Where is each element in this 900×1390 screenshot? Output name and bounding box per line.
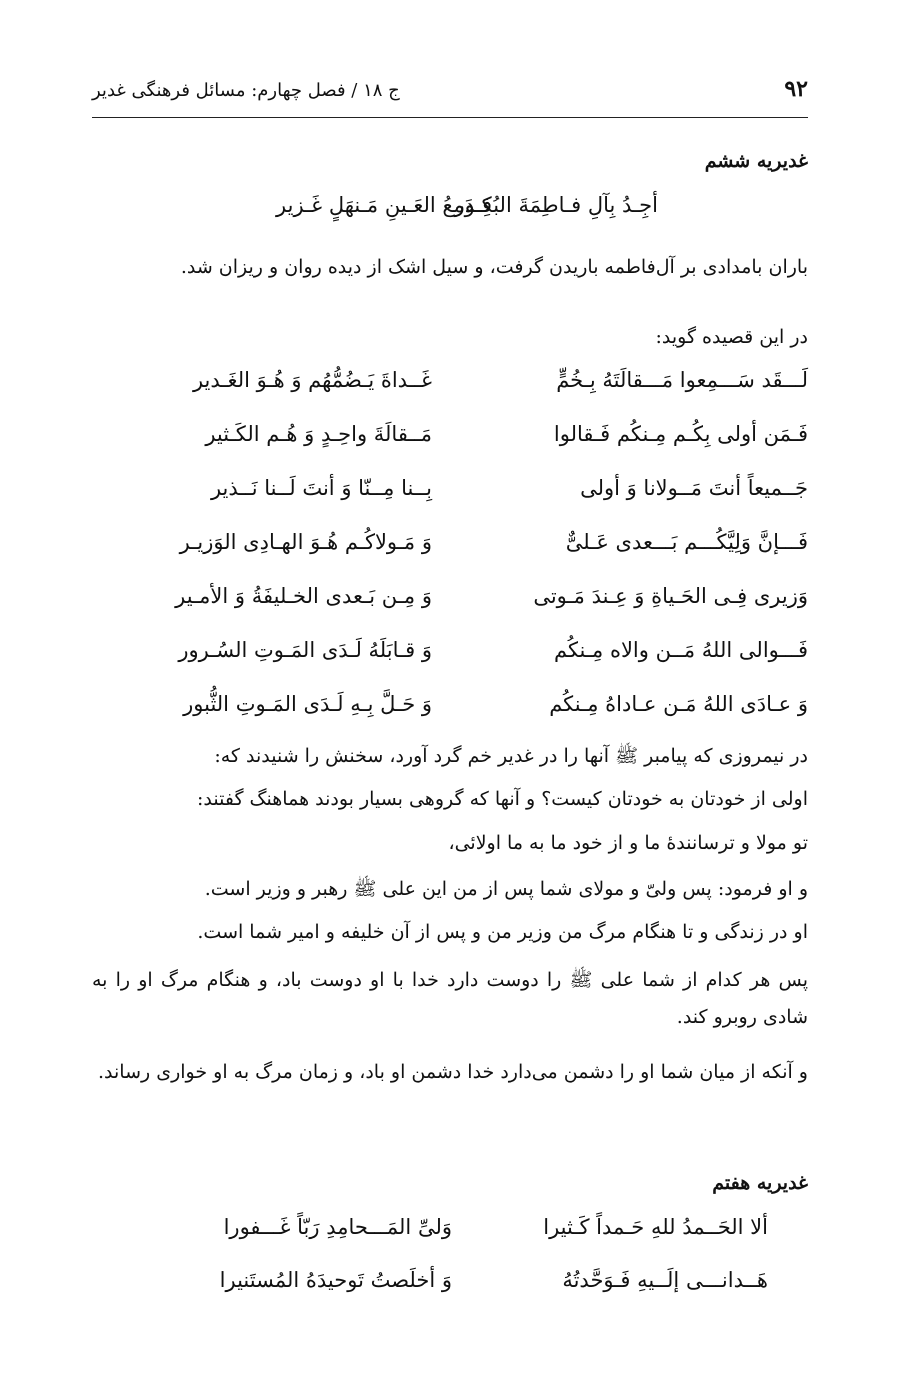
verse-hemistich-second: وَلیِّ المَـــحامِدِ رَبّاً غَـــفورا [223, 1215, 452, 1239]
prose-line: اولی از خودتان به خودتان کیست؟ و آنها که گروهی بسیار بودند هماهنگ گفتند: [197, 788, 808, 810]
verse-couplet [92, 638, 808, 678]
section-title: غدیریه ششم [704, 150, 808, 172]
prose-line: در نیمروزی که پیامبر ﷺ آنها را در غدیر خم گرد آورد، سخنش را شنیدند که: [214, 745, 808, 767]
verse-couplet [92, 530, 808, 570]
verse-hemistich-second: فِـدَمعُ العَـینِ مَـنهَلٍ غَـزیر [276, 193, 492, 217]
verse-hemistich-second: مَــقالَةَ واحِـدٍ وَ هُـم الکَـثیر [205, 422, 432, 446]
verse-couplet [92, 692, 808, 732]
verse-hemistich-second: غَــداةَ یَـضُمُّهُم وَ هُـوَ الغَـدیر [192, 368, 432, 392]
prose-line: او در زندگی و تا هنگام مرگ من وزیر من و پس از آن خلیفه و امیر شما است. [197, 921, 808, 943]
prose-paragraph: پس هر کدام از شما علی ﷺ را دوست دارد خدا با او دوست باد، و هنگام مرگ او را به شادی روبرو کند. [92, 969, 808, 1028]
verse-hemistich-second: وَ قـابَلَهُ لَـدَی المَـوتِ السُـرور [178, 638, 432, 662]
verse-hemistich-first: فَـمَن أولی بِکُـم مِـنکُم فَـقالوا [553, 422, 808, 446]
verse-hemistich-first: ألا الحَــمدُ للهِ حَـمداً کَـثیرا [543, 1215, 768, 1239]
verse-hemistich-first: فَـــوالی اللهُ مَــن والاه مِـنکُم [553, 638, 808, 662]
verse-hemistich-second: وَ مَـولاکُـم هُـوَ الهـادِی الوَزیـر [179, 530, 432, 554]
intro-line: در این قصیده گوید: [655, 326, 808, 348]
page-number: ۹۲ [784, 76, 808, 102]
verse-translation: باران بامدادی بر آل‌فاطمه باریدن گرفت، و سیل اشک از دیده روان و ریزان شد. [180, 256, 808, 278]
verse-hemistich-second: وَ حَـلَّ بِـهِ لَـدَی المَـوتِ الثُّبور [183, 692, 432, 716]
prose-line: و او فرمود: پس ولیّ و مولای شما پس از من این علی ﷺ رهبر و وزیر است. [204, 878, 808, 900]
verse-hemistich-second: وَ أخلَصتُ تَوحیدَهُ المُستَنیرا [219, 1268, 452, 1292]
verse-hemistich-second: وَ مِـن بَـعدی الخـلیفَةُ وَ الأمـیر [175, 584, 432, 608]
verse-couplet [92, 368, 808, 408]
verse-couplet [92, 1215, 808, 1255]
verse-couplet [92, 422, 808, 462]
prose-paragraph: و آنکه از میان شما او را دشمن می‌دارد خدا دشمن او باد، و زمان مرگ به او خواری رساند. [98, 1061, 808, 1083]
verse-couplet [92, 193, 808, 233]
verse-couplet [92, 476, 808, 516]
prose-line: تو مولا و ترسانندهٔ ما و از خود ما به ما اولائی، [448, 832, 808, 854]
verse-hemistich-first: وَزیری فِـی الحَـیاةِ وَ عِـندَ مَـوتی [533, 584, 808, 608]
verse-couplet [92, 1268, 808, 1308]
running-head: ج ۱۸ / فصل چهارم: مسائل فرهنگی غدیر [92, 80, 400, 101]
verse-hemistich-first: وَ عـادَی اللهُ مَـن عـاداهُ مِـنکُم [549, 692, 808, 716]
verse-hemistich-first: جَــمیعاً أنتَ مَــولانا وَ أولی [580, 476, 808, 500]
verse-hemistich-first: أجِـدُ بِآلِ فـاطِمَةَ البُکـور [454, 193, 658, 217]
verse-hemistich-first: هَــدانـــی إلَــیهِ فَـوَحَّدتُهُ [562, 1268, 768, 1292]
verse-hemistich-first: فَـــإنَّ وَلِیَّکُـــم بَـــعدی عَـلیٌّ [565, 530, 808, 554]
section-title: غدیریه هفتم [712, 1172, 808, 1194]
verse-couplet [92, 584, 808, 624]
header-rule [92, 117, 808, 118]
page-header [92, 72, 808, 112]
verse-hemistich-second: بِــنا مِــنّا وَ أنتَ لَــنا نَــذیر [210, 476, 432, 500]
verse-hemistich-first: لَـــقَد سَـــمِعوا مَـــقالَتَهُ بِـخُمٍّ [556, 368, 808, 392]
